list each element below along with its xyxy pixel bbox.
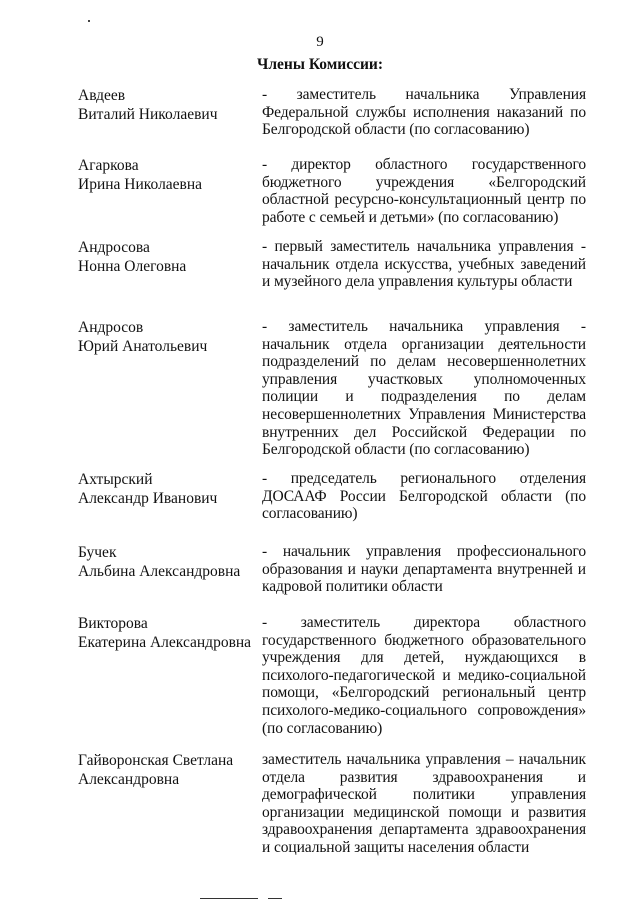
member-surname: Авдеев xyxy=(78,87,126,104)
member-role: - председатель регионального отделения ДОСААФ России Белгородской области (по согласованию) xyxy=(262,470,586,523)
member-role: - директор областного государственного бюджетного учреждения «Белгородский областной ресурсно-консультационный центр по работе с семьей и детьми» (по согласованию) xyxy=(262,156,586,226)
member-name xyxy=(78,614,263,652)
member-given-names: Альбина Александровна xyxy=(78,563,241,580)
member-surname: Андросов xyxy=(78,319,144,336)
member-given-names: Екатерина Александровна xyxy=(78,634,252,651)
member-surname: Гайворонская Светлана xyxy=(78,752,234,769)
footer-rule-short xyxy=(268,898,282,899)
member-name xyxy=(78,751,263,789)
member-surname: Бучек xyxy=(78,544,117,561)
member-name xyxy=(78,318,263,356)
member-name xyxy=(78,156,263,194)
member-role: - заместитель директора областного государственного бюджетного образовательного учреждения для детей, нуждающихся в психолого-педагогической и медико-социальной помощи, «Белгородский региональный центр психолого-медико-социального сопровождения» (по согласованию) xyxy=(262,614,586,737)
footer-rule xyxy=(200,898,258,899)
page-number: 9 xyxy=(316,34,324,50)
member-name xyxy=(78,543,263,581)
member-role: - заместитель начальника Управления Федеральной службы исполнения наказаний по Белгородской области (по согласованию) xyxy=(262,86,586,139)
member-surname: Ахтырский xyxy=(78,471,153,488)
page-heading: Члены Комиссии: xyxy=(256,56,384,73)
member-given-names: Александр Иванович xyxy=(78,490,218,507)
member-given-names: Александровна xyxy=(78,771,180,788)
member-name xyxy=(78,86,263,124)
member-surname: Андросова xyxy=(78,239,150,256)
member-role: - начальник управления профессионального образования и науки департамента внутренней и кадровой политики области xyxy=(262,543,586,596)
member-role: - первый заместитель начальника управления - начальник отдела искусства, учебных заведений и музейного дела управления культуры области xyxy=(262,238,586,291)
member-given-names: Нонна Олеговна xyxy=(78,258,187,275)
member-name xyxy=(78,238,263,276)
member-surname: Викторова xyxy=(78,615,148,632)
member-name xyxy=(78,470,263,508)
member-role: заместитель начальника управления – начальник отдела развития здравоохранения и демографической политики управления организации медицинской помощи и развития здравоохранения департамента здравоохранения и социальной защиты населения области xyxy=(262,751,586,856)
member-given-names: Виталий Николаевич xyxy=(78,106,218,123)
member-given-names: Юрий Анатольевич xyxy=(78,338,208,355)
member-role: - заместитель начальника управления - начальник отдела организации деятельности подразделений по делам несовершеннолетних управления участковых уполномоченных полиции и подразделения по делам несовершеннолетних Управления Министерства внутренних дел Российской Федерации по Белгородской области (по согласованию) xyxy=(262,318,586,459)
member-given-names: Ирина Николаевна xyxy=(78,176,203,193)
scan-speck xyxy=(88,20,90,22)
member-surname: Агаркова xyxy=(78,157,139,174)
